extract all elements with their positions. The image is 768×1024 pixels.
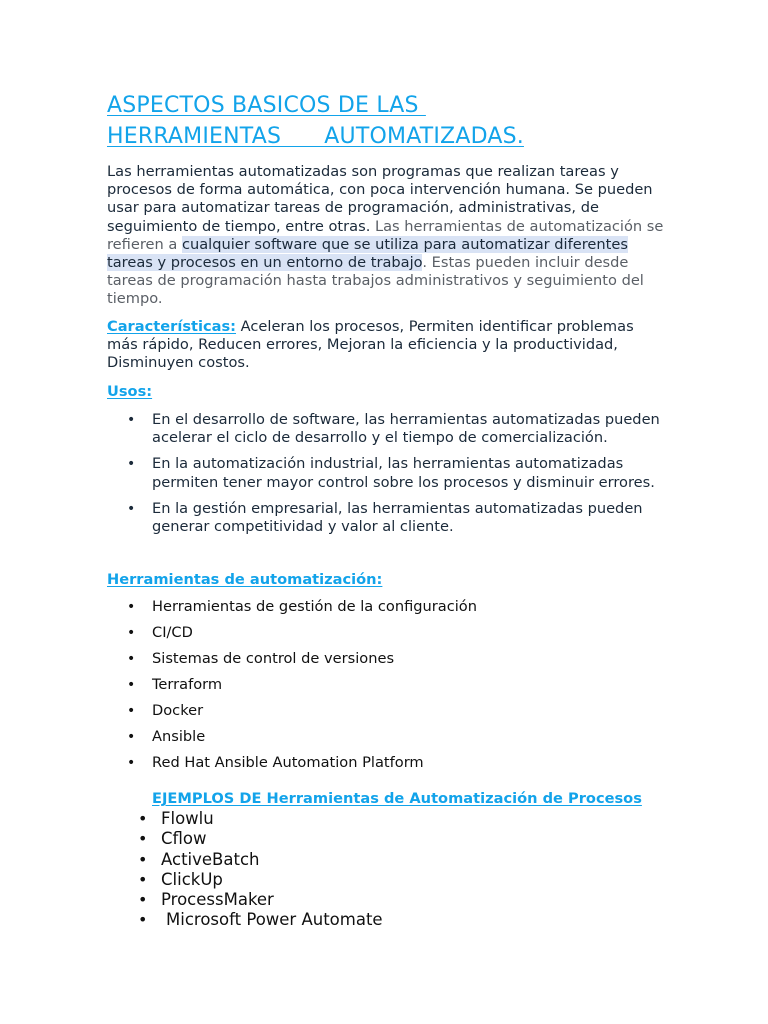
list-item: • Docker (107, 702, 667, 728)
intro-text-2: Las herramientas de automatización se refieren a (107, 217, 664, 253)
list-item: • Cflow (107, 829, 667, 849)
ejemplos-heading (152, 790, 642, 808)
usos-label: Usos: (107, 383, 153, 400)
usos-list (107, 411, 667, 544)
list-item: • Sistemas de control de versiones (107, 650, 667, 676)
list-item: • CI/CD (107, 624, 667, 650)
list-item: • Ansible (107, 728, 667, 754)
tools-heading (107, 571, 382, 589)
list-item: • ActiveBatch (107, 850, 667, 870)
ejemplos-label: EJEMPLOS DE Herramientas de Automatización de Procesos (152, 790, 642, 807)
list-item: • En la gestión empresarial, las herramientas automatizadas pueden generar competitividad y valor al cliente. (107, 500, 667, 536)
ejemplos-list (107, 809, 667, 931)
list-item: • Terraform (107, 676, 667, 702)
title-line-1: ASPECTOS BASICOS DE LAS (107, 93, 426, 118)
page-title (107, 90, 667, 152)
list-item: • Red Hat Ansible Automation Platform (107, 754, 667, 780)
intro-text-3: . Estas pueden incluir desde tareas de programación hasta trabajos administrativos y seguimiento del tiempo. (107, 254, 644, 308)
title-line-2: HERRAMIENTAS AUTOMATIZADAS. (107, 124, 524, 149)
intro-highlight: cualquier software que se utiliza para automatizar diferentes tareas y procesos en un entorno de trabajo (107, 235, 628, 272)
features-label: Características: (107, 318, 237, 335)
list-item: • Herramientas de gestión de la configuración (107, 598, 667, 624)
list-item: • Microsoft Power Automate (107, 910, 667, 930)
list-item: • ClickUp (107, 870, 667, 890)
list-item: • Flowlu (107, 809, 667, 829)
intro-paragraph (107, 163, 667, 309)
features-paragraph (107, 318, 667, 373)
intro-text-1: Las herramientas automatizadas son programas que realizan tareas y procesos de forma automática, con poca intervención humana. Se pueden usar para automatizar tareas de programación, administrativas, de seguimiento de tiempo, entre otras. (107, 163, 653, 235)
tools-label: Herramientas de automatización: (107, 571, 383, 588)
list-item: • En la automatización industrial, las herramientas automatizadas permiten tener mayor control sobre los procesos y disminuir errores. (107, 455, 667, 491)
usos-heading (107, 383, 152, 401)
tools-list (107, 598, 667, 780)
list-item: • ProcessMaker (107, 890, 667, 910)
list-item: • En el desarrollo de software, las herramientas automatizadas pueden acelerar el ciclo de desarrollo y el tiempo de comercialización. (107, 411, 667, 447)
features-text: Aceleran los procesos, Permiten identificar problemas más rápido, Reducen errores, Mejoran la eficiencia y la productividad, Disminuyen costos. (107, 318, 634, 372)
